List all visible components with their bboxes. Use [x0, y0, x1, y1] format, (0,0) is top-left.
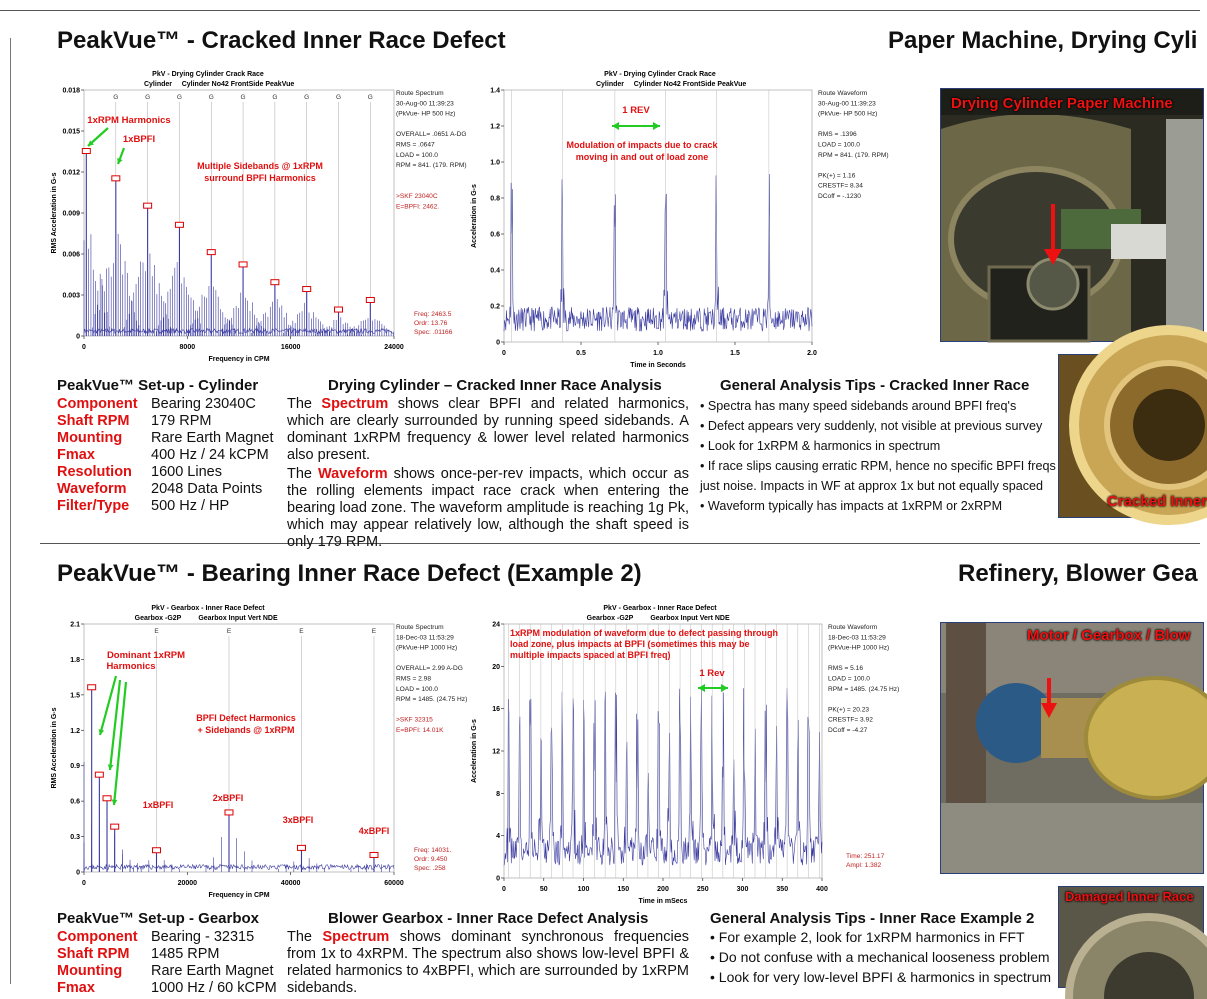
tips2-list	[710, 927, 1051, 987]
setup-row	[57, 396, 274, 413]
y-tick-label: 0.006	[62, 251, 80, 259]
arrow-head	[612, 122, 619, 130]
info-line: RMS = 5.16	[828, 665, 864, 673]
info-line: E=BPFI: 14.01K	[396, 727, 444, 734]
y-tick-label: 0	[496, 339, 500, 347]
setup-row	[57, 963, 277, 980]
setup-value: 1000 Hz / 60 kCPM	[151, 980, 277, 996]
chart-title: PkV - Drying Cylinder Crack Race	[604, 71, 716, 78]
marker-letter: E	[371, 628, 377, 635]
peak-marker	[175, 222, 183, 227]
cursor-line: Time: 251.17	[846, 853, 885, 860]
text-run: shows dominant synchronous frequencies from 1x to 4xRPM. The spectrum also shows low-level BPFI & related harmonics to 4xBPFI, which are surrounded by 1xRPM sidebands.	[287, 929, 690, 996]
chart-annotation: Dominant 1xRPM	[106, 650, 186, 661]
setup1-table	[57, 396, 274, 515]
info-line: RMS = .1396	[818, 131, 857, 139]
peak-marker	[370, 852, 378, 857]
text-run: The	[287, 396, 322, 412]
info-line: CRESTF= 8.34	[818, 182, 863, 190]
tips1-heading: General Analysis Tips - Cracked Inner Race	[720, 377, 1030, 394]
info-line: RPM = 1485. (24.75 Hz)	[396, 696, 468, 704]
arrow-head	[721, 684, 728, 692]
info-line: Route Spectrum	[396, 90, 444, 97]
setup-key: Shaft RPM	[57, 413, 130, 429]
tip-item: • Spectra has many speed sidebands around BPFI freq's	[700, 399, 1017, 413]
tip-item: • Defect appears very suddenly, not visible at previous survey	[700, 419, 1043, 433]
peak-marker	[239, 262, 247, 267]
info-line: CRESTF= 3.92	[828, 716, 873, 724]
x-tick-label: 20000	[177, 880, 198, 887]
y-tick-label: 0.003	[62, 292, 80, 300]
section2-right-title: Refinery, Blower Gea	[958, 560, 1198, 587]
chart-annotation: 2xBPFI	[212, 793, 244, 803]
cursor-line: Freq: 14031.	[414, 847, 452, 854]
x-tick-label: 150	[617, 886, 630, 893]
peak-marker	[303, 287, 311, 292]
chart-annotation: 1xRPM Harmonics	[87, 115, 171, 126]
x-tick-label: 400	[816, 886, 828, 893]
info-line: (PkVue- HP 500 Hz)	[396, 110, 456, 118]
info-line: PK(+) = 20.23	[828, 706, 870, 714]
left-divider	[10, 38, 11, 984]
y-axis-label: RMS Acceleration in G-s	[51, 707, 58, 789]
info-line: Route Waveform	[818, 90, 868, 97]
plot-frame	[84, 90, 394, 336]
setup-value: 400 Hz / 24 kCPM	[151, 447, 269, 463]
analysis2-paragraph1	[287, 929, 689, 997]
cursor-line: Ordr: 13.76	[414, 320, 448, 327]
x-tick-label: 50	[539, 886, 548, 893]
chart-annotation: Harmonics	[106, 661, 156, 672]
x-tick-label: 300	[736, 886, 749, 893]
blower-illustration	[941, 623, 1203, 873]
x-tick-label: 0	[82, 880, 86, 887]
x-tick-label: 24000	[384, 344, 404, 351]
cursor-line: Spec: .258	[414, 865, 446, 872]
tip-item: • Look for very low-level BPFI & harmonics in spectrum	[710, 969, 1052, 985]
x-tick-label: 1.0	[653, 350, 663, 357]
peak-marker	[335, 307, 343, 312]
setup-value: 1600 Lines	[151, 464, 222, 480]
chart-annotation: 3xBPFI	[282, 815, 314, 825]
setup-value: Rare Earth Magnet	[151, 430, 274, 446]
setup-row	[57, 980, 277, 997]
y-tick-label: 4	[496, 833, 500, 841]
peak-marker	[207, 250, 215, 255]
setup-key: Mounting	[57, 963, 123, 979]
arrow-head	[112, 799, 118, 805]
setup-value: Rare Earth Magnet	[151, 963, 274, 979]
y-tick-label: 0.2	[490, 303, 500, 311]
y-tick-label: 0.3	[70, 834, 80, 842]
chart-annotation: 1xRPM modulation of waveform due to defect passing through	[510, 628, 779, 638]
photo1-caption: Drying Cylinder Paper Machine	[951, 95, 1173, 112]
peak-marker	[225, 810, 233, 815]
setup-row	[57, 946, 277, 963]
blower-gearbox-photo	[940, 622, 1204, 874]
setup-key: Fmax	[57, 447, 95, 463]
peak-marker	[297, 845, 305, 850]
setup-row	[57, 464, 274, 481]
chart-annotation: Modulation of impacts due to crack	[566, 140, 718, 150]
marker-letter: E	[226, 628, 232, 635]
chart-title: PkV - Gearbox - Inner Race Defect	[151, 605, 265, 612]
damaged-inner-race-photo	[1058, 886, 1204, 988]
annotation-arrow	[100, 676, 116, 735]
chart-subtitle-left: Gearbox -G2P	[134, 615, 182, 622]
y-tick-label: 0.018	[62, 87, 80, 95]
analysis2-heading: Blower Gearbox - Inner Race Defect Analysis	[328, 910, 649, 927]
x-tick-label: 8000	[179, 344, 196, 351]
info-line: 18-Dec-03 11:53:29	[396, 634, 454, 642]
x-tick-label: 40000	[280, 880, 301, 887]
info-line: OVERALL= .0651 A-DG	[396, 131, 467, 139]
marker-letter: G	[240, 94, 246, 101]
arrow-head	[108, 764, 114, 770]
chart-subtitle-right: Gearbox Input Vert NDE	[198, 615, 278, 622]
setup-value: Bearing - 32315	[151, 929, 255, 945]
y-tick-label: 0.6	[70, 798, 80, 806]
info-line: LOAD = 100.0	[396, 685, 438, 693]
cracked-spectrum-chart	[48, 66, 488, 372]
info-line: 18-Dec-03 11:53:29	[828, 634, 886, 642]
x-tick-label: 0	[502, 886, 506, 893]
drying-cylinder-photo	[940, 88, 1204, 342]
y-axis-label: Acceleration in G-s	[471, 719, 478, 783]
info-line: LOAD = 100.0	[828, 675, 870, 683]
x-tick-label: 0.5	[576, 350, 586, 357]
info-line: RPM = 841. (179. RPM)	[396, 162, 467, 170]
y-tick-label: 1.5	[70, 692, 80, 700]
y-tick-label: 1.0	[490, 159, 500, 167]
y-tick-label: 8	[496, 790, 500, 798]
y-tick-label: 0.8	[490, 195, 500, 203]
info-line: RMS = .0647	[396, 141, 435, 149]
y-axis-label: RMS Acceleration in G-s	[51, 172, 58, 254]
peak-marker	[82, 149, 90, 154]
setup-row	[57, 447, 274, 464]
setup-value: 179 RPM	[151, 413, 212, 429]
info-line: Route Spectrum	[396, 624, 444, 631]
analysis1-paragraph2	[287, 466, 689, 551]
analysis1-text	[287, 396, 689, 553]
x-tick-label: 16000	[280, 344, 301, 351]
chart-subtitle-left: Cylinder	[143, 81, 173, 88]
setup-row	[57, 481, 274, 498]
chart-annotation: + Sidebands @ 1xRPM	[197, 725, 295, 735]
text-run: The	[287, 466, 319, 482]
marker-letter: G	[304, 94, 310, 101]
chart-subtitle-right: Cylinder No42 FrontSide PeakVue	[633, 81, 747, 88]
text-run: The	[287, 929, 323, 945]
y-tick-label: 0.012	[62, 169, 80, 177]
info-line: RPM = 841. (179. RPM)	[818, 151, 889, 159]
chart-subtitle-right: Cylinder No42 FrontSide PeakVue	[181, 81, 295, 88]
highlight-waveform: Waveform	[318, 466, 388, 482]
x-axis-label: Frequency in CPM	[208, 892, 270, 899]
setup-key: Component	[57, 396, 138, 412]
tip-item: • Do not confuse with a mechanical looseness problem	[710, 949, 1050, 965]
cracked-inner-race-photo	[1058, 354, 1207, 518]
x-tick-label: 0	[502, 350, 506, 357]
section1-title: PeakVue™ - Cracked Inner Race Defect	[57, 27, 506, 54]
setup-key: Resolution	[57, 464, 132, 480]
x-tick-label: 0	[82, 344, 86, 351]
info-line: 30-Aug-00 11:39:23	[818, 100, 876, 108]
setup-key: Waveform	[57, 481, 127, 497]
chart-subtitle-right: Gearbox Input Vert NDE	[650, 615, 730, 622]
waveform-trace	[504, 174, 812, 331]
x-tick-label: 1.5	[730, 350, 740, 357]
y-tick-label: 20	[492, 663, 500, 671]
y-tick-label: 16	[492, 706, 500, 714]
tip-item: • Look for 1xRPM & harmonics in spectrum	[700, 439, 941, 453]
peak-marker	[152, 848, 160, 853]
chart-annotation: 1xBPFI	[122, 134, 156, 145]
peak-marker	[144, 203, 152, 208]
photo3-caption: Motor / Gearbox / Blow	[1027, 627, 1191, 644]
marker-letter: E	[154, 628, 159, 635]
chart-title: PkV - Gearbox - Inner Race Defect	[603, 605, 717, 612]
info-line: 30-Aug-00 11:39:23	[396, 100, 454, 108]
setup-key: Filter/Type	[57, 498, 130, 514]
annotation-arrow	[114, 682, 126, 805]
x-tick-label: 350	[776, 886, 789, 893]
marker-letter: G	[113, 94, 119, 101]
chart-annotation: moving in and out of load zone	[575, 152, 709, 162]
chart-annotation: load zone, plus impacts at BPFI (sometimes this may be	[510, 639, 750, 649]
chart-annotation: 1 Rev	[699, 668, 725, 679]
y-tick-label: 2.1	[70, 621, 80, 629]
peak-marker	[271, 280, 279, 285]
section1-right-title: Paper Machine, Drying Cyli	[888, 27, 1198, 54]
chart-annotation: BPFI Defect Harmonics	[196, 713, 296, 723]
tip-item: • If race slips causing erratic RPM, hence no specific BPFI freqs	[700, 459, 1056, 473]
setup-row	[57, 430, 274, 447]
setup-value: 2048 Data Points	[151, 481, 263, 497]
section2-title: PeakVue™ - Bearing Inner Race Defect (Example 2)	[57, 560, 642, 587]
inner-race-spectrum-chart	[48, 600, 488, 902]
info-line: >SKF 23040C	[396, 193, 438, 200]
setup-key: Component	[57, 929, 138, 945]
info-line: (PkVue-HP 1000 Hz)	[828, 644, 890, 652]
peak-marker	[111, 824, 119, 829]
setup-value: 1485 RPM	[151, 946, 220, 962]
y-tick-label: 0	[496, 875, 500, 883]
y-tick-label: 0.4	[490, 267, 500, 275]
y-tick-label: 0	[76, 333, 80, 341]
peak-marker	[88, 685, 96, 690]
info-line: RMS = 2.98	[396, 675, 432, 683]
y-tick-label: 1.2	[70, 727, 80, 735]
x-axis-label: Frequency in CPM	[208, 356, 270, 363]
info-line: LOAD = 100.0	[818, 141, 860, 149]
spectrum-trace	[84, 865, 394, 870]
tips1-list	[700, 396, 1056, 516]
marker-letter: G	[208, 94, 214, 101]
y-tick-label: 12	[492, 748, 500, 756]
tip-item: • Waveform typically has impacts at 1xRPM or 2xRPM	[700, 499, 1003, 513]
y-tick-label: 0.009	[62, 210, 80, 218]
y-tick-label: 24	[492, 621, 500, 629]
chart-annotation: surround BPFI Harmonics	[204, 173, 316, 183]
cursor-line: Ampl: 1.382	[846, 862, 882, 869]
setup-key: Shaft RPM	[57, 946, 130, 962]
info-line: DCoff = -.1230	[818, 193, 861, 200]
photo4-caption: Damaged Inner Race	[1065, 889, 1194, 904]
x-axis-label: Time in Seconds	[630, 362, 686, 369]
chart-annotation: 1xBPFI	[142, 800, 174, 810]
chart-annotation: 1 REV	[622, 105, 650, 116]
info-line: LOAD = 100.0	[396, 151, 438, 159]
setup-row	[57, 413, 274, 430]
info-line: (PkVue-HP 1000 Hz)	[396, 644, 458, 652]
marker-letter: G	[145, 94, 151, 101]
chart-annotation: 4xBPFI	[358, 826, 390, 836]
x-tick-label: 200	[657, 886, 669, 893]
analysis2-text	[287, 929, 689, 999]
marker-letter: G	[367, 94, 373, 101]
y-tick-label: 1.2	[490, 123, 500, 131]
tip-item: just noise. Impacts in WF at approx 1x but not equally spaced	[700, 479, 1044, 493]
arrow-head	[653, 122, 660, 130]
top-divider	[0, 10, 1200, 11]
setup-value: 500 Hz / HP	[151, 498, 230, 514]
info-line: OVERALL= 2.99 A-DG	[396, 665, 463, 673]
info-line: >SKF 32315	[396, 716, 433, 724]
inner-race-waveform-chart	[471, 600, 900, 905]
y-tick-label: 0.9	[70, 763, 80, 771]
info-line: PK(+) = 1.16	[818, 172, 856, 180]
highlight-spectrum: Spectrum	[322, 929, 390, 945]
setup1-heading: PeakVue™ Set-up - Cylinder	[57, 377, 259, 394]
info-line: DCoff = -4.27	[828, 727, 868, 734]
info-line: (PkVue- HP 500 Hz)	[818, 110, 878, 118]
chart-annotation: multiple impacts spaced at BPFI freq)	[510, 650, 671, 660]
marker-letter: E	[299, 628, 304, 635]
peak-marker	[112, 176, 120, 181]
chart-title: PkV - Drying Cylinder Crack Race	[152, 71, 264, 78]
y-tick-label: 0.6	[490, 231, 500, 239]
plot-frame	[504, 90, 812, 342]
cracked-waveform-chart	[471, 66, 898, 372]
machine-illustration	[941, 89, 1203, 341]
text-run: shows once-per-rev impacts, which occur as the rolling elements impact race crack when entering the bearing load zone. The waveform amplitude is reaching 1g Pk, which may appear relatively low, although the shaft speed is only 179 RPM.	[287, 466, 689, 550]
x-tick-label: 100	[577, 886, 590, 893]
setup-row	[57, 929, 277, 946]
text-run: shows clear BPFI and related harmonics, which are clearly surrounded by running speed sidebands. A dominant 1xRPM frequency & lower level related harmonics also present.	[287, 396, 689, 463]
info-line: Route Waveform	[828, 624, 878, 631]
setup-key: Mounting	[57, 430, 123, 446]
y-tick-label: 0	[76, 869, 80, 877]
cursor-line: Freq: 2463.5	[414, 311, 452, 318]
y-tick-label: 1.8	[70, 656, 80, 664]
chart-subtitle-left: Gearbox -G2P	[586, 615, 634, 622]
chart-subtitle-left: Cylinder	[595, 81, 625, 88]
y-axis-label: Acceleration in G-s	[471, 184, 478, 248]
photo2-caption: Cracked Inner	[1107, 493, 1207, 510]
y-tick-label: 1.4	[490, 87, 500, 95]
chart-annotation: Multiple Sidebands @ 1xRPM	[197, 161, 323, 171]
setup-value: Bearing 23040C	[151, 396, 256, 412]
setup-row	[57, 498, 274, 515]
peak-marker	[103, 796, 111, 801]
marker-letter: G	[272, 94, 278, 101]
marker-letter: G	[176, 94, 182, 101]
cursor-line: Spec: .01166	[414, 329, 453, 336]
highlight-spectrum: Spectrum	[321, 396, 389, 412]
setup2-heading: PeakVue™ Set-up - Gearbox	[57, 910, 260, 927]
analysis1-heading: Drying Cylinder – Cracked Inner Race Analysis	[328, 377, 662, 394]
tips2-heading: General Analysis Tips - Inner Race Example 2	[710, 910, 1035, 927]
x-tick-label: 60000	[384, 880, 404, 887]
cursor-line: Ordr: 9.450	[414, 856, 448, 863]
tip-item: • For example 2, look for 1xRPM harmonics in FFT	[710, 929, 1025, 945]
x-axis-label: Time in mSecs	[638, 898, 688, 905]
setup-key: Fmax	[57, 980, 95, 996]
x-tick-label: 250	[696, 886, 709, 893]
setup2-table	[57, 929, 277, 997]
y-tick-label: 0.015	[62, 128, 80, 136]
x-tick-label: 2.0	[807, 350, 817, 357]
peak-marker	[95, 772, 103, 777]
analysis1-paragraph1	[287, 396, 689, 464]
peak-marker	[366, 297, 374, 302]
marker-letter: G	[335, 94, 342, 101]
info-line: E=BPFI: 2462.	[396, 203, 440, 211]
info-line: RPM = 1485. (24.75 Hz)	[828, 685, 900, 693]
